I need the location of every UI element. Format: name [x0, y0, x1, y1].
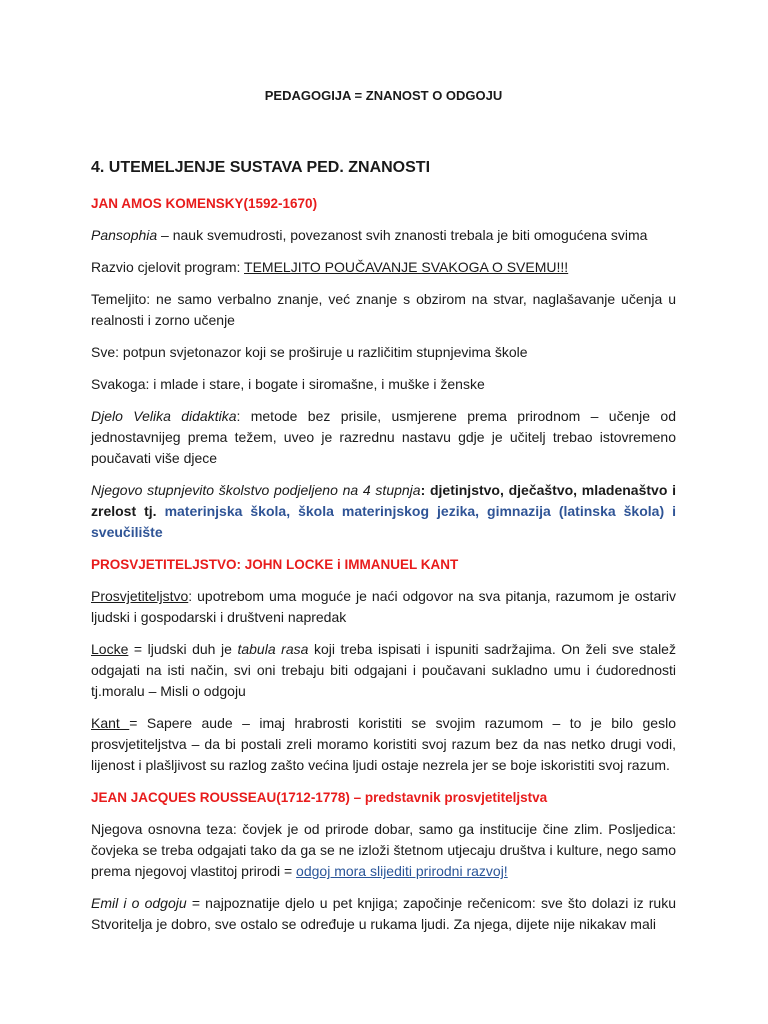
- stupnjevi-bold: : djetinjstvo, dječaštvo, mladenaštvo i zrelost tj.: [91, 482, 676, 519]
- prosvjetiteljstvo-term: Prosvjetiteljstvo: [91, 588, 189, 604]
- section-heading: 4. UTEMELJENJE SUSTAVA PED. ZNANOSTI: [91, 159, 431, 176]
- emil-term: Emil i o odgoju: [91, 895, 187, 911]
- prosvjetiteljstvo-text: : upotrebom uma moguće je naći odgovor na sva pitanja, razumom je ostariv ljudski i gospodarski i društveni napredak: [91, 588, 676, 625]
- djelo-paragraph: [91, 406, 676, 469]
- kant-term: Kant: [91, 715, 130, 731]
- locke-italic: tabula rasa: [237, 641, 309, 657]
- page-title: PEDAGOGIJA = ZNANOST O ODGOJU: [264, 88, 503, 103]
- temeljito-paragraph: Temeljito: ne samo verbalno znanje, već znanje s obzirom na stvar, naglašavanje učenja u realnosti i zorno učenje: [91, 291, 676, 328]
- pansophia-term: Pansophia: [91, 227, 158, 243]
- teza-text: Njegova osnovna teza: čovjek je od prirode dobar, samo ga institucije čine zlim. Posljedica: čovjeka se treba odgajati tako da ga se ne izloži štetnom utjecaju društva i kulture, nego samo prema njegovoj vlastitoj prirodi =: [91, 821, 676, 879]
- rousseau-heading: JEAN JACQUES ROUSSEAU(1712-1778) – predstavnik prosvjetiteljstva: [91, 790, 548, 805]
- stupnjevi-paragraph: [91, 480, 676, 543]
- prosvjetiteljstvo-heading: PROSVJETITELJSTVO: JOHN LOCKE i IMMANUEL KANT: [91, 557, 459, 572]
- pansophia-text: – nauk svemudrosti, povezanost svih znanosti trebala je biti omogućena svima: [157, 227, 648, 243]
- svakoga-paragraph: Svakoga: i mlade i stare, i bogate i siromašne, i muške i ženske: [91, 376, 485, 392]
- program-paragraph: [91, 257, 676, 278]
- teza-paragraph: [91, 819, 676, 882]
- locke-text-1: = ljudski duh je: [128, 641, 238, 657]
- komensky-heading: JAN AMOS KOMENSKY(1592-1670): [91, 196, 318, 211]
- djelo-term: Djelo Velika didaktika: [91, 408, 237, 424]
- program-text: TEMELJITO POUČAVANJE SVAKOGA O SVEMU!!!: [244, 259, 569, 275]
- program-lead: Razvio cjelovit program:: [91, 259, 245, 275]
- emil-paragraph: [91, 893, 676, 935]
- emil-text: = najpoznatije djelo u pet knjiga; započinje rečenicom: sve što dolazi iz ruku Stvoritelja je dobro, sve ostalo se određuje u rukama ljudi. Za njega, dijete nije nikakav mali: [91, 895, 676, 932]
- djelo-text: : metode bez prisile, usmjerene prema prirodnom – učenje od jednostavnijeg prema težem, uveo je razrednu nastavu gdje je učitelj trebao istovremeno poučavati više djece: [91, 408, 676, 466]
- stupnjevi-blue: materinjska škola, škola materinjskog jezika, gimnazija (latinska škola) i sveučilište: [91, 503, 676, 540]
- stupnjevi-term: Njegovo stupnjevito školstvo podjeljeno na 4 stupnja: [91, 482, 421, 498]
- kant-paragraph: [91, 713, 676, 776]
- locke-paragraph: [91, 639, 676, 702]
- prosvjetiteljstvo-paragraph: [91, 586, 676, 628]
- locke-term: Locke: [91, 641, 129, 657]
- document-body: [91, 85, 676, 946]
- kant-text: = Sapere aude – imaj hrabrosti koristiti se svojim razumom – to je bilo geslo prosvjetiteljstva – da bi postali zreli moramo koristiti svoj razum bez da nas netko drugi vodi, lijenost i plašljivost su razlog zašto većina ljudi ostaje nezrela jer se boje iskoristiti svoj razum.: [91, 715, 676, 773]
- teza-link[interactable]: odgoj mora slijediti prirodni razvoj!: [296, 863, 508, 879]
- locke-text-2: koji treba ispisati i ispuniti sadržajima. On želi sve stalež odgajati na isti način, svi oni trebaju biti odgajani i poučavani sukladno umu i ćudorednosti tj.moralu – Misli o odgoju: [91, 641, 676, 699]
- sve-paragraph: Sve: potpun svjetonazor koji se proširuje u različitim stupnjevima škole: [91, 344, 528, 360]
- pansophia-paragraph: [91, 225, 676, 246]
